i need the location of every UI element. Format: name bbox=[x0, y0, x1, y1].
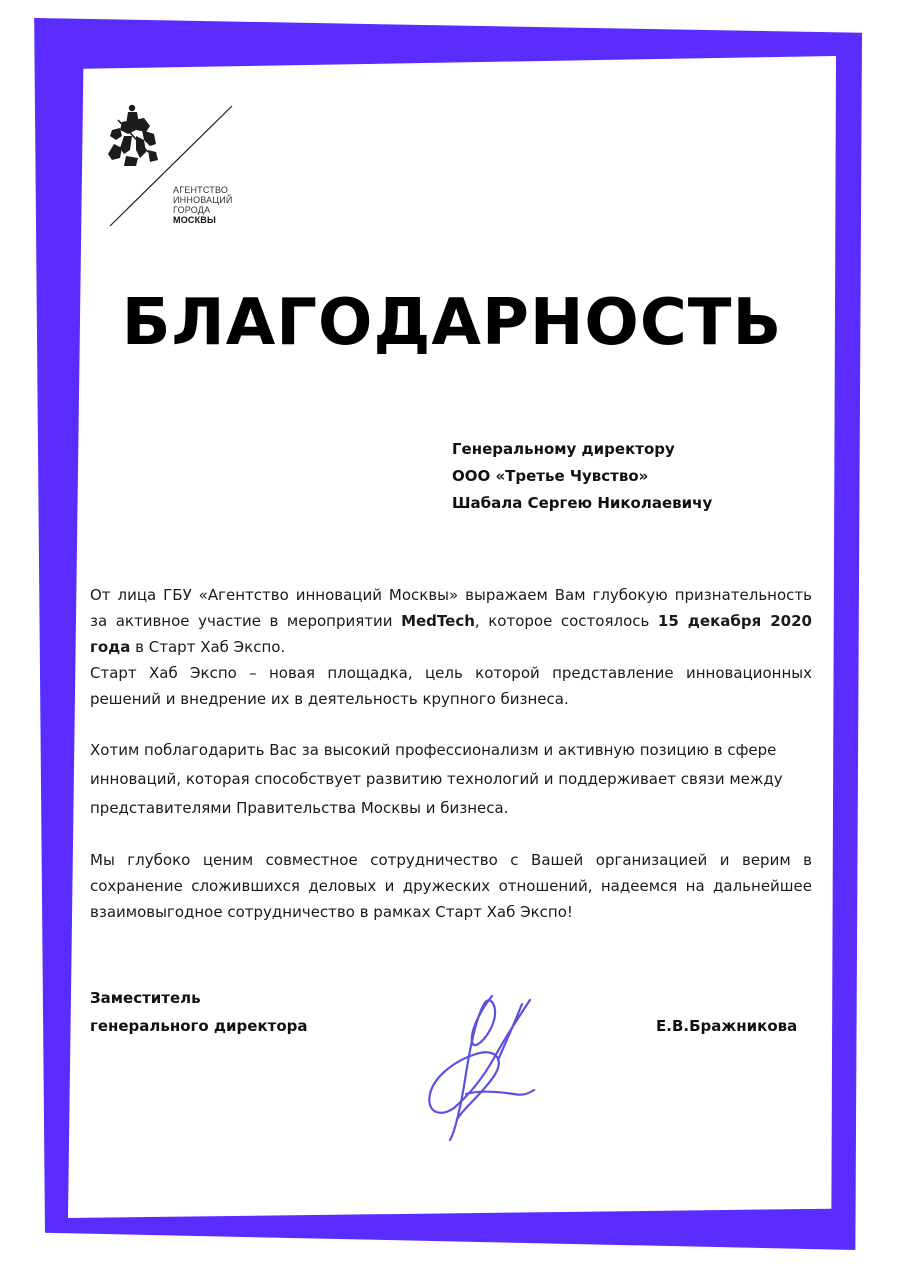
paragraph-2: Старт Хаб Экспо – новая площадка, цель которой представление инновационных решений и внедрение их в деятельность крупного бизнеса. bbox=[90, 664, 812, 708]
handwritten-signature-icon bbox=[410, 990, 560, 1145]
paragraph-4: Мы глубоко ценим совместное сотрудничество с Вашей организацией и верим в сохранение сложившихся деловых и дружеских отношений, надеемся на дальнейшее взаимовыгодное сотрудничество в рамках Старт Хаб Экспо! bbox=[90, 851, 812, 921]
logo-line-3: ГОРОДА bbox=[173, 205, 211, 215]
paragraph-1-text-c: в Старт Хаб Экспо. bbox=[130, 638, 286, 656]
logo-line-1: АГЕНТСТВО bbox=[173, 185, 229, 195]
paragraph-3: Хотим поблагодарить Вас за высокий профессионализм и активную позицию в сфере инноваций, которая способствует развитию технологий и поддерживает связи между представителями Правительства Москвы и бизнеса. bbox=[90, 741, 783, 817]
signer-role-line-2: генерального директора bbox=[90, 1017, 308, 1035]
paragraph-1-text-b: , которое состоялось bbox=[474, 612, 658, 630]
logo-line-2: ИННОВАЦИЙ bbox=[173, 195, 233, 205]
signer-name: Е.В.Бражникова bbox=[656, 1017, 798, 1035]
paragraph-1-text-a: От лица ГБУ «Агентство инноваций Москвы» выражаем Вам глубокую признательность за активное участие в мероприятии bbox=[90, 586, 812, 630]
agency-logo-text bbox=[173, 185, 233, 225]
addressee-line-2: ООО «Третье Чувство» bbox=[452, 467, 649, 485]
document-title: БЛАГОДАРНОСТЬ bbox=[121, 286, 783, 360]
paragraph-1 bbox=[90, 582, 812, 660]
signer-role-line-1: Заместитель bbox=[90, 989, 201, 1007]
addressee-block bbox=[452, 436, 712, 517]
addressee-line-3: Шабала Сергею Николаевичу bbox=[452, 494, 713, 512]
event-date: 15 декабря 2020 года bbox=[90, 612, 812, 656]
logo-line-4: МОСКВЫ bbox=[173, 215, 217, 225]
signer-role bbox=[90, 984, 308, 1040]
addressee-line-1: Генеральному директору bbox=[452, 440, 675, 458]
letter-body bbox=[90, 582, 812, 925]
event-name: MedTech bbox=[401, 612, 475, 630]
